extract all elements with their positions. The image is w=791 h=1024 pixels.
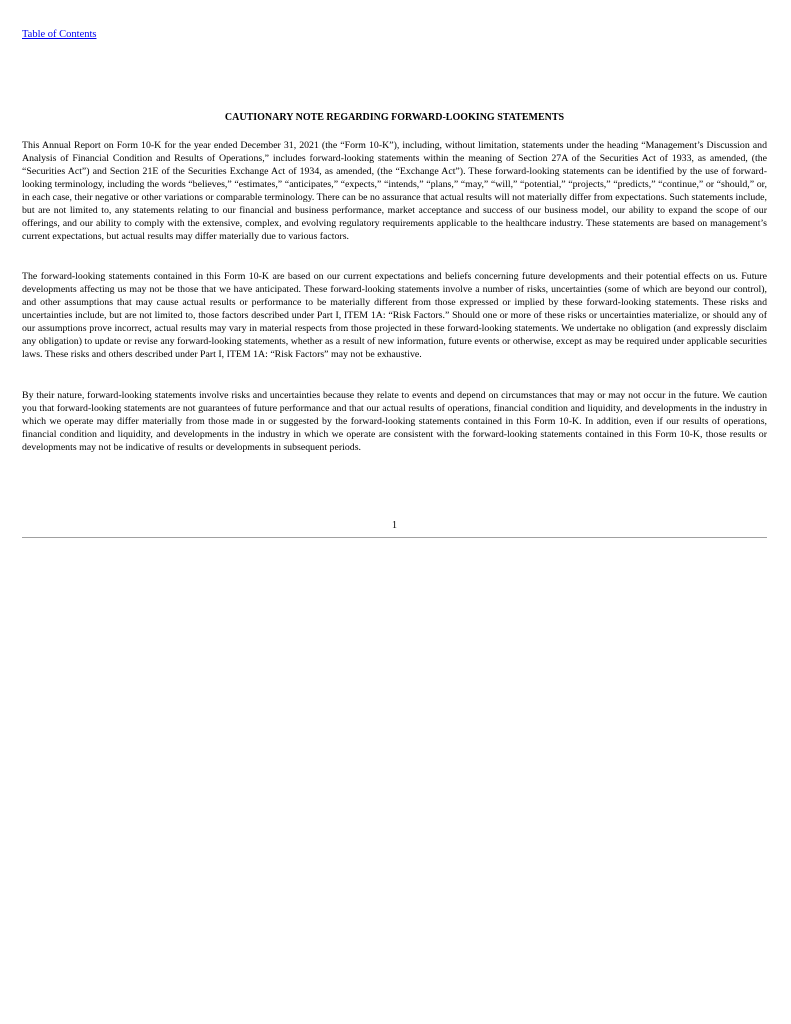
section-heading: CAUTIONARY NOTE REGARDING FORWARD-LOOKING STATEMENTS xyxy=(224,112,565,123)
page-divider xyxy=(22,537,767,538)
page-number: 1 xyxy=(392,520,397,531)
table-of-contents-link[interactable]: Table of Contents xyxy=(22,29,97,40)
paragraph-expectations-and-risks: The forward-looking statements contained in this Form 10-K are based on our current expectations and beliefs concerning future developments and their potential effects on us. Future developments affecting us may not be those that we have anticipated. These forward-looking statements involve a number of risks, uncertainties (some of which are beyond our control), and other assumptions that may cause actual results or performance to be materially different from those expressed or implied by these forward-looking statements. These risks and uncertainties include, but are not limited to, those factors described under Part I, ITEM 1A: “Risk Factors.” Should one or more of these risks or uncertainties materialize, or should any of our assumptions prove incorrect, actual results may vary in material respects from those projected in these forward-looking statements. We undertake no obligation (and expressly disclaim any obligation) to update or revise any forward-looking statements, whether as a result of new information, future events or otherwise, except as may be required under applicable securities laws. These risks and others described under Part I, ITEM 1A: “Risk Factors” may not be exhaustive. xyxy=(22,271,767,360)
paragraph-nature-of-statements: By their nature, forward-looking statements involve risks and uncertainties because they relate to events and depend on circumstances that may or may not occur in the future. We caution you that forward-looking statements are not guarantees of future performance and that our actual results of operations, financial condition and liquidity, and developments in the industry in which we operate may differ materially from those made in or suggested by the forward-looking statements contained in this Form 10-K. In addition, even if our results of operations, financial condition and liquidity, and developments in the industry in which we operate are consistent with the forward-looking statements contained in this Form 10-K, those results or developments may not be indicative of results or developments in subsequent periods. xyxy=(22,390,767,453)
paragraph-forward-looking-intro: This Annual Report on Form 10-K for the year ended December 31, 2021 (the “Form 10-K”), including, without limitation, statements under the heading “Management’s Discussion and Analysis of Financial Condition and Results of Operations,” includes forward-looking statements within the meaning of Section 27A of the Securities Act of 1933, as amended, (the “Securities Act”) and Section 21E of the Securities Exchange Act of 1934, as amended, (the “Exchange Act”). These forward-looking statements can be identified by the use of forward-looking terminology, including the words “believes,” “estimates,” “anticipates,” “expects,” “intends,” “plans,” “may,” “will,” “potential,” “projects,” “predicts,” “continue,” or “should,” or, in each case, their negative or other variations or comparable terminology. There can be no assurance that actual results will not materially differ from expectations. Such statements include, but are not limited to, any statements relating to our financial and business performance, market acceptance and success of our business model, our ability to expand the scope of our offerings, and our ability to comply with the extensive, complex, and evolving regulatory requirements applicable to the healthcare industry. These statements are based on management’s current expectations, but actual results may differ materially due to various factors. xyxy=(22,140,767,242)
